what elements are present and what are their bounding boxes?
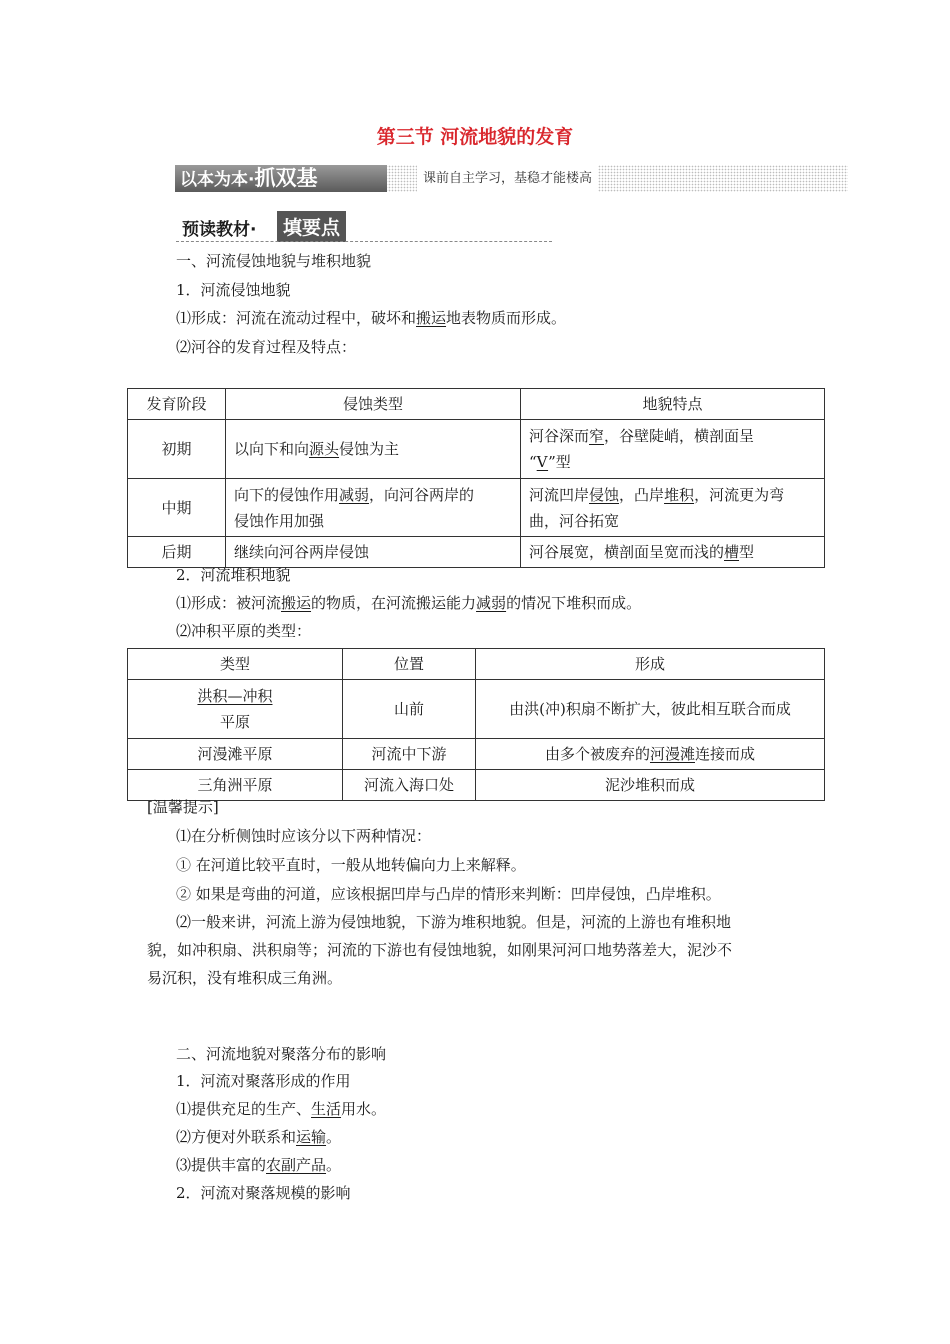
paragraph: ⑵河谷的发育过程及特点： bbox=[176, 338, 357, 356]
subsection-badge: 填要点 bbox=[277, 211, 346, 242]
heading-2-2: 2．河流对聚落规模的影响 bbox=[176, 1184, 351, 1202]
banner-label-big: 抓双基 bbox=[254, 166, 318, 190]
paragraph: ⑵冲积平原的类型： bbox=[176, 622, 312, 640]
table-cell: 由洪(冲)积扇不断扩大，彼此相互联合而成 bbox=[476, 680, 825, 739]
table-header: 地貌特点 bbox=[521, 389, 825, 420]
paragraph: ⑴在分析侧蚀时应该分以下两种情况： bbox=[176, 827, 432, 845]
banner-label bbox=[175, 165, 387, 192]
table-header: 位置 bbox=[343, 649, 476, 680]
table-cell: 初期 bbox=[128, 420, 226, 479]
heading-1-1: 1．河流侵蚀地貌 bbox=[176, 281, 291, 299]
heading-1-2: 2．河流堆积地貌 bbox=[176, 566, 291, 584]
paragraph: 貌，如冲积扇、洪积扇等；河流的下游也有侵蚀地貌，如刚果河河口地势落差大，泥沙不 bbox=[147, 941, 733, 959]
table-header: 发育阶段 bbox=[128, 389, 226, 420]
heading-1: 一、河流侵蚀地貌与堆积地貌 bbox=[176, 252, 372, 270]
table-row bbox=[128, 680, 825, 739]
table-cell: 河谷深而窄，谷壁陡峭，横剖面呈 “V”型 bbox=[521, 420, 825, 479]
table-cell: 河谷展宽，横剖面呈宽而浅的槽型 bbox=[521, 537, 825, 568]
paragraph: ⑶提供丰富的农副产品。 bbox=[176, 1156, 342, 1174]
table-row bbox=[128, 420, 825, 479]
section-banner bbox=[175, 165, 848, 192]
table-cell: 三角洲平原 bbox=[128, 770, 343, 801]
table-header: 侵蚀类型 bbox=[226, 389, 521, 420]
paragraph: ⑵一般来讲，河流上游为侵蚀地貌，下游为堆积地貌。但是，河流的上游也有堆积地 bbox=[176, 913, 732, 931]
table-cell: 由多个被废弃的河漫滩连接而成 bbox=[476, 739, 825, 770]
table-header: 形成 bbox=[476, 649, 825, 680]
table-cell: 河流中下游 bbox=[343, 739, 476, 770]
subsection-label: 预读教材· bbox=[182, 220, 257, 240]
table-cell: 继续向河谷两岸侵蚀 bbox=[226, 537, 521, 568]
paragraph: ⑴形成：被河流搬运的物质，在河流搬运能力减弱的情况下堆积而成。 bbox=[176, 594, 642, 612]
paragraph: ② 如果是弯曲的河道，应该根据凹岸与凸岸的情形来判断：凹岸侵蚀，凸岸堆积。 bbox=[176, 885, 721, 903]
table-cell: 山前 bbox=[343, 680, 476, 739]
table-row bbox=[128, 739, 825, 770]
table-header: 类型 bbox=[128, 649, 343, 680]
paragraph: ① 在河道比较平直时，一般从地转偏向力上来解释。 bbox=[176, 856, 526, 874]
plain-type-table bbox=[127, 648, 825, 801]
paragraph: ⑴提供充足的生产、生活用水。 bbox=[176, 1100, 387, 1118]
banner-label-text: 以本为本· bbox=[180, 170, 255, 190]
valley-stage-table bbox=[127, 388, 825, 568]
tip-heading: [温馨提示] bbox=[147, 798, 219, 816]
table-cell: 泥沙堆积而成 bbox=[476, 770, 825, 801]
divider bbox=[176, 241, 552, 242]
table-cell: 洪积—冲积 平原 bbox=[128, 680, 343, 739]
table-cell: 河流凹岸侵蚀，凸岸堆积，河流更为弯 曲，河谷拓宽 bbox=[521, 479, 825, 537]
paragraph: ⑵方便对外联系和运输。 bbox=[176, 1128, 342, 1146]
table-cell: 河流入海口处 bbox=[343, 770, 476, 801]
table-row bbox=[128, 770, 825, 801]
banner-subtitle: 课前自主学习，基稳才能楼高 bbox=[417, 165, 598, 192]
heading-2-1: 1．河流对聚落形成的作用 bbox=[176, 1072, 351, 1090]
page-title: 第三节 河流地貌的发育 bbox=[376, 126, 574, 148]
table-cell: 河漫滩平原 bbox=[128, 739, 343, 770]
table-header-row bbox=[128, 649, 825, 680]
table-cell: 中期 bbox=[128, 479, 226, 537]
table-cell: 后期 bbox=[128, 537, 226, 568]
table-cell: 以向下和向源头侵蚀为主 bbox=[226, 420, 521, 479]
table-row bbox=[128, 479, 825, 537]
paragraph: 易沉积，没有堆积成三角洲。 bbox=[147, 969, 343, 987]
table-row bbox=[128, 537, 825, 568]
paragraph: ⑴形成：河流在流动过程中，破坏和搬运地表物质而形成。 bbox=[176, 309, 567, 327]
table-cell: 向下的侵蚀作用减弱，向河谷两岸的 侵蚀作用加强 bbox=[226, 479, 521, 537]
table-header-row bbox=[128, 389, 825, 420]
heading-2: 二、河流地貌对聚落分布的影响 bbox=[176, 1045, 387, 1063]
